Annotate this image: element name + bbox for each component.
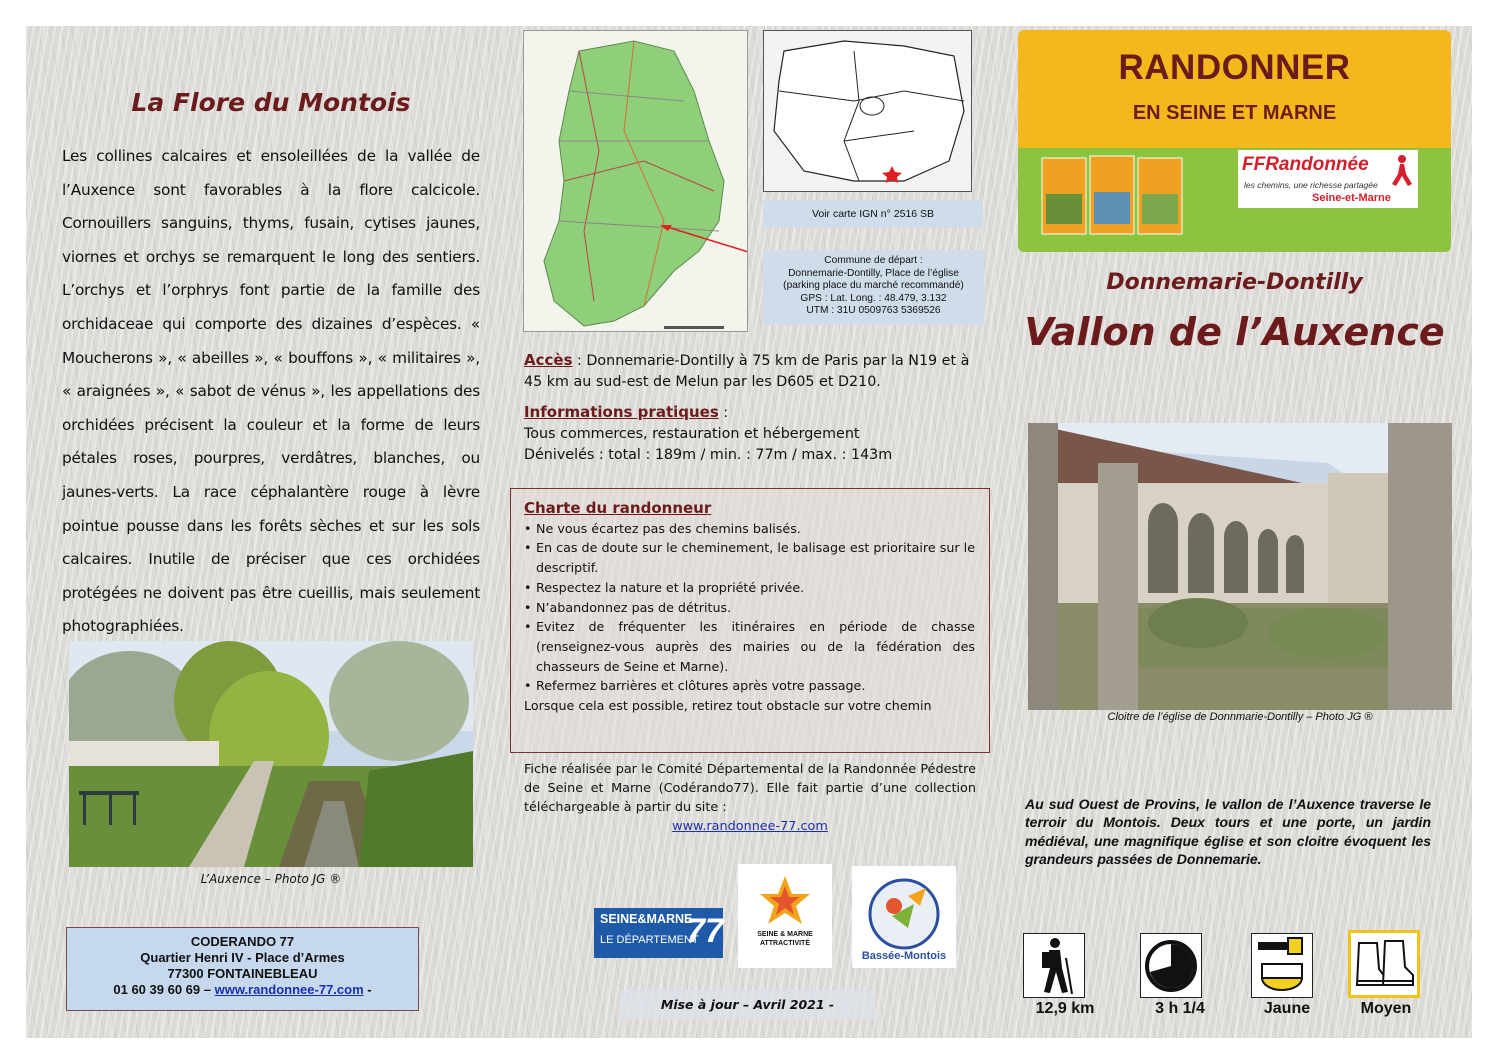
ffrandonnee-logo <box>1238 150 1418 208</box>
fiche-website-link[interactable]: www.randonnee-77.com <box>672 819 828 834</box>
boots-icon <box>1348 930 1420 998</box>
clock-icon <box>1140 933 1202 998</box>
coderando-contact <box>67 982 418 998</box>
ffrandonnee-name: FFRandonnée <box>1242 154 1369 175</box>
ile-de-france-map <box>763 30 972 192</box>
distance-label: 12,9 km <box>1035 1000 1095 1017</box>
paint-icon <box>1251 933 1313 998</box>
ffrandonnee-tagline: les chemins, une richesse partagée <box>1244 180 1378 190</box>
bassee-montois-logo <box>852 866 956 968</box>
seine-marne-line1: SEINE&MARNE <box>600 912 693 926</box>
start-commune-box <box>763 250 984 325</box>
coderando-suffix: - <box>367 982 372 997</box>
bassee-montois-label: Bassée-Montois <box>861 950 947 962</box>
randonner-banner <box>1018 30 1451 252</box>
charte-list <box>524 519 975 696</box>
route-intro: Au sud Ouest de Provins, le vallon de l’Auxence traverse le terroir du Montois. Deux tours et une porte, un jardin médiéval, une magnifique église et son cloitre évoquent les grandeurs passées de Donnemarie. <box>1025 796 1431 867</box>
fiche-section <box>524 760 976 836</box>
info-section <box>524 402 984 466</box>
hiker-icon <box>1023 933 1085 998</box>
auxence-photo <box>69 641 473 867</box>
info-line2: Dénivelés : total : 189m / min. : 77m / max. : 143m <box>524 447 893 463</box>
coderando-website-link[interactable]: www.randonnee-77.com <box>214 982 364 997</box>
cloister-photo <box>1028 423 1452 710</box>
banner-title: RANDONNER <box>1118 48 1351 87</box>
fiche-text: Fiche réalisée par le Comité Départemental de la Randonnée Pédestre de Seine et Marne (Codérando77). Elle fait partie d’une collection téléchargeable à partir du site : <box>524 762 976 815</box>
commune-line: GPS : Lat. Long. : 48.479, 3.132 <box>800 292 947 304</box>
coderando-address-box <box>66 927 419 1011</box>
seine-marne-number: 77 <box>686 912 724 950</box>
charte-item: • Refermez barrières et clôtures après votre passage. <box>524 676 975 696</box>
auxence-photo-caption: L’Auxence – Photo JG ® <box>200 872 342 886</box>
walker-figure-icon <box>1388 154 1414 188</box>
seine-et-marne-logo <box>594 908 723 958</box>
attractivite-label: SEINE & MARNE ATTRACTIVITÉ <box>757 931 813 947</box>
route-title: Vallon de l’Auxence <box>1024 310 1445 354</box>
charte-item: • Ne vous écartez pas des chemins balisés. <box>524 519 975 539</box>
guidebooks-icon <box>1040 154 1190 238</box>
charte-item: • Evitez de fréquenter les itinéraires en période de chasse (renseignez-vous auprès des mairies ou de la fédération des chasseurs de Seine et Marne). <box>524 617 975 676</box>
info-heading: Informations pratiques <box>524 403 719 421</box>
update-date: Mise à jour – Avril 2021 - <box>620 990 875 1020</box>
coderando-name: CODERANDO 77 <box>190 934 295 949</box>
department-map <box>523 30 748 332</box>
coderando-address-line1: Quartier Henri IV - Place d’Armes <box>140 950 345 965</box>
coderando-phone: 01 60 39 60 69 – <box>113 982 211 997</box>
town-name: Donnemarie-Dontilly <box>1106 270 1363 295</box>
commune-line: Commune de départ : <box>824 255 923 266</box>
flore-text: Les collines calcaires et ensoleillées de la vallée de l’Auxence sont favorables à la flore calcicole. Cornouillers sanguins, thyms, fusain, cytises jaunes, viornes et orchys se remarquent le long des sentiers. L’orchys et l’orphrys font partie de la famille des orchidaceae qui comporte des dizaines d’espèces. « Moucherons », « abeilles », « bouffons », « militaires », « araignées », « sabot de vénus », les appellations des orchidées précisent la couleur et la forme de leurs pétales roses, pourpres, verdâtres, blanches, ou jaunes-verts. La race céphalantère rouge à lèvre pointue pousse dans les forêts sèches et sur les sols calcaires. Inutile de préciser que ces orchidées protégées ne doivent pas être cueillis, mais seulement photographiées. <box>62 147 480 636</box>
banner-subtitle: EN SEINE ET MARNE <box>1132 102 1337 124</box>
charte-box <box>510 488 990 753</box>
commune-line: Donnemarie-Dontilly, Place de l’église <box>788 267 959 279</box>
charte-item: • Respectez la nature et la propriété privée. <box>524 578 975 598</box>
commune-line: UTM : 31U 0509763 5369526 <box>806 305 941 316</box>
charte-heading: Charte du randonneur <box>524 499 712 517</box>
charte-footer: Lorsque cela est possible, retirez tout obstacle sur votre chemin <box>524 698 932 714</box>
attractivite-star-icon <box>738 864 832 934</box>
flore-title: La Flore du Montois <box>131 88 411 117</box>
charte-item: • N’abandonnez pas de détritus. <box>524 598 975 618</box>
attractivite-logo <box>738 864 832 968</box>
charte-item: • En cas de doute sur le cheminement, le balisage est prioritaire sur le descriptif. <box>524 538 975 577</box>
acces-text: : Donnemarie-Dontilly à 75 km de Paris par la N19 et à 45 km au sud-est de Melun par les D605 et D210. <box>524 353 970 390</box>
acces-heading: Accès <box>524 351 573 369</box>
info-colon: : <box>718 405 729 421</box>
acces-section <box>524 350 984 393</box>
ign-map-reference: Voir carte IGN n° 2516 SB <box>763 200 983 228</box>
marking-color-label: Jaune <box>1263 1000 1311 1017</box>
info-line1: Tous commerces, restauration et hébergement <box>524 426 860 442</box>
difficulty-label: Moyen <box>1360 1000 1412 1017</box>
duration-label: 3 h 1/4 <box>1155 1000 1205 1017</box>
cloister-photo-caption: Cloitre de l’église de Donnmarie-Dontilly – Photo JG ® <box>1107 711 1373 723</box>
coderando-address-line2: 77300 FONTAINEBLEAU <box>167 966 318 981</box>
commune-line: (parking place du marché recommandé) <box>783 280 964 291</box>
seine-marne-line2: LE DÉPARTEMENT <box>600 934 699 946</box>
ffrandonnee-department: Seine-et-Marne <box>1312 192 1391 204</box>
